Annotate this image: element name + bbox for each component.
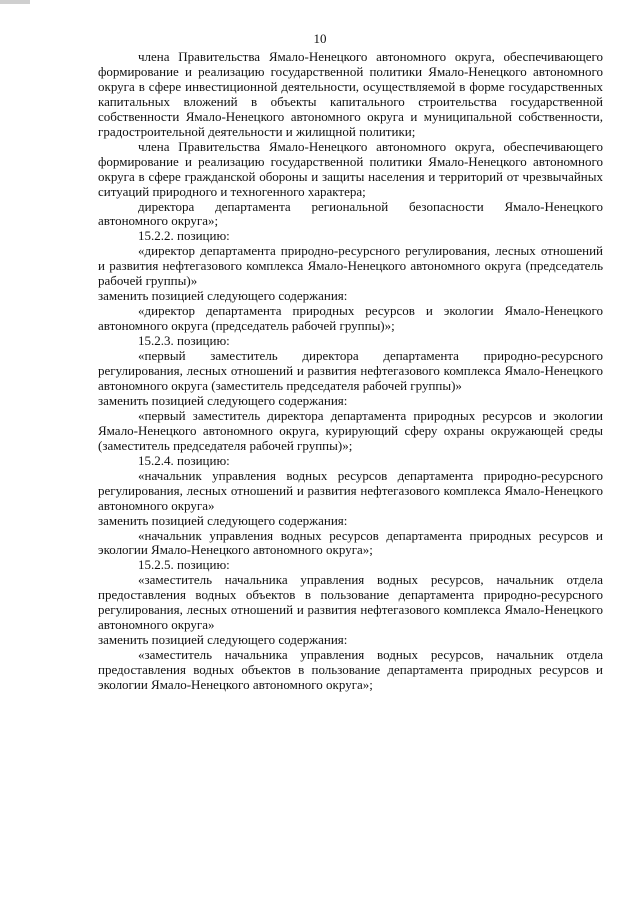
paragraph: члена Правительства Ямало-Ненецкого автономного округа, обеспечивающего формирование и реализацию государственной политики Ямало-Ненецкого автономного округа в сфере инвестиционной деятельности, осуществляемой в форме государственных капитальных вложений в объекты капитального строительства государственной собственности Ямало-Ненецкого автономного округа и муниципальной собственности, градостроительной деятельности и жилищной политики; [98, 49, 603, 139]
paragraph: «заместитель начальника управления водных ресурсов, начальник отдела предоставления водных объектов в пользование департамента природно-ресурсного регулирования, лесных отношений и развития нефтегазового комплекса Ямало-Ненецкого автономного округа» [98, 572, 603, 633]
paragraph: «начальник управления водных ресурсов департамента природных ресурсов и экологии Ямало-Ненецкого автономного округа»; [98, 527, 603, 558]
scan-corner-mark [0, 0, 30, 4]
paragraph: директора департамента региональной безопасности Ямало-Ненецкого автономного округа»; [98, 198, 603, 229]
paragraph: заменить позицией следующего содержания: [98, 392, 348, 408]
paragraph: 15.2.4. позицию: [138, 452, 230, 468]
paragraph: 15.2.5. позицию: [138, 557, 230, 573]
page-number: 10 [313, 31, 327, 46]
paragraph: «директор департамента природных ресурсов и экологии Ямало-Ненецкого автономного округа (председатель рабочей группы)»; [98, 303, 603, 334]
document-body [98, 50, 603, 693]
paragraph: «начальник управления водных ресурсов департамента природно-ресурсного регулирования, лесных отношений и развития нефтегазового комплекса Ямало-Ненецкого автономного округа» [98, 467, 603, 513]
paragraph: заменить позицией следующего содержания: [98, 288, 348, 304]
paragraph: «первый заместитель директора департамента природно-ресурсного регулирования, лесных отношений и развития нефтегазового комплекса Ямало-Ненецкого автономного округа (заместитель председателя рабочей группы)» [98, 348, 603, 393]
paragraph: «первый заместитель директора департамента природных ресурсов и экологии Ямало-Ненецкого автономного округа, курирующий сферу охраны окружающей среды (заместитель председателя рабочей группы)»; [98, 407, 603, 453]
paragraph: «заместитель начальника управления водных ресурсов, начальник отдела предоставления водных объектов в пользование департамента природных ресурсов и экологии Ямало-Ненецкого автономного округа»; [98, 647, 603, 693]
paragraph: члена Правительства Ямало-Ненецкого автономного округа, обеспечивающего формирование и реализацию государственной политики Ямало-Ненецкого автономного округа в сфере гражданской обороны и защиты населения и территорий от чрезвычайных ситуаций природного и техногенного характера; [98, 138, 603, 199]
paragraph: 15.2.2. позицию: [138, 228, 230, 244]
paragraph: 15.2.3. позицию: [138, 333, 230, 349]
paragraph: «директор департамента природно-ресурсного регулирования, лесных отношений и развития нефтегазового комплекса Ямало-Ненецкого автономного округа (председатель рабочей группы)» [98, 243, 603, 289]
paragraph: заменить позицией следующего содержания: [98, 512, 348, 528]
paragraph: заменить позицией следующего содержания: [98, 632, 348, 648]
